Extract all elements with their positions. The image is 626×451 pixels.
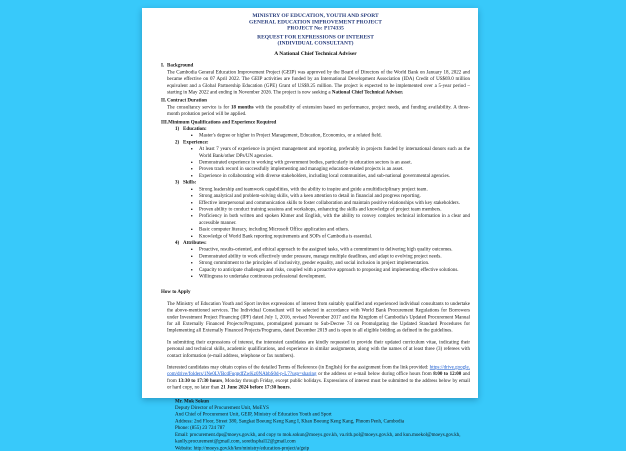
contact-role-1: Deputy Director of Procurement Unit, MoEYS [175, 405, 269, 411]
list-item: • Strong analytical and problem-solving skills, with a keen attention to detail in financial and progress reporting. [197, 193, 470, 200]
list-item: • Master's degree or higher in Project Management, Education, Economics, or a related field. [197, 132, 470, 139]
p3-text-end: . [289, 384, 291, 391]
consultant-type: (INDIVIDUAL CONSULTANT) [277, 40, 354, 47]
list-item: • Demonstrated experience in working with government bodies, particularly in education sectors is an asset. [197, 159, 470, 166]
group-title: Education: [183, 126, 207, 132]
section-heading [161, 62, 470, 69]
section-title: Background [167, 62, 194, 69]
skills-list [190, 186, 470, 240]
list-item: • Knowledge of World Bank reporting requirements and SOPs of Cambodia is essential. [197, 233, 470, 240]
p3-text-mid3: , Monday through Friday, except public holidays. Expressions of interest must be submitted to the address below by email or hard copy, no later than [167, 377, 470, 391]
section-number: I. [161, 62, 165, 69]
submission-deadline: 21 June 2024 before 17:30 hours [220, 384, 290, 391]
contract-text-post: with the possibility of extension based on performance, project needs, and funding availability. A three-month probation period will be applied. [167, 104, 470, 117]
project-name: GENERAL EDUCATION IMPROVEMENT PROJECT [249, 18, 382, 25]
ministry-name: MINISTRY OF EDUCATION, YOUTH AND SPORT [252, 12, 379, 19]
contract-paragraph [167, 104, 470, 117]
list-item: • At least 7 years of experience in project management and reporting, preferably in projects funded by international donors such as the World Bank/other DPs/UN agencies. [197, 146, 470, 159]
list-item: • Proven ability to conduct training sessions and workshops, enhancing the skills and knowledge of project team members. [197, 206, 470, 213]
group-experience [175, 139, 470, 146]
contact-website: Website: http://moeys.gov.kh/km/ministry/education-project/a/geip [175, 445, 310, 451]
p3-text-mid2: and from [167, 371, 470, 384]
group-title: Experience: [183, 139, 209, 145]
section-contract-duration [161, 97, 470, 117]
background-paragraph [167, 69, 470, 96]
list-item: • Proven track record in successfully implementing and managing education-related projects is an asset. [197, 166, 470, 173]
group-label: 3) [175, 179, 180, 186]
contact-block [175, 398, 470, 451]
request-title: REQUEST FOR EXPRESSIONS OF INTEREST [257, 33, 374, 40]
group-title: Attributes: [183, 239, 207, 246]
how-to-apply-paragraph-3 [167, 364, 470, 391]
document-header [161, 13, 470, 47]
how-to-apply-paragraph-1: The Ministry of Education Youth and Sport invites expressions of interest from suitably qualified and experienced individual consultants to undertake the above-mentioned services. The Individual Consultant will be selected in accordance with World Bank Procurement Regulations for Borrowers under Investment Project Financing (IPF) dated July 1, 2016, revised November 2017 and the Kingdom of Cambodia's Updated Procurement Manual for all Externally Financed Projects/Programs, promulgated pursuant to Sub-Decree 74 on Promulgating the Updated Standard Procedures for Implementing all Externally Financed Projects/Programs, dated December 2019 and is open to all eligible bidding as defined in the guidelines. [167, 300, 470, 334]
list-item: • Basic computer literacy, including Microsoft Office application and others. [197, 226, 470, 233]
experience-list [190, 146, 470, 180]
list-item: • Strong commitment to the principles of inclusivity, gender equality, and social inclusion in project implementation. [197, 260, 470, 267]
group-title: Skills: [183, 179, 197, 186]
contact-role-2: And Chief of Procurement Unit, GEIP, Ministry of Education Youth and Sport [175, 411, 332, 418]
contact-address: Address: 2nd Floor, Street 380, Sangkat Boeung Keng Kang I, Khan Boeung Keng Kang, Phnom Penh, Cambodia [175, 418, 405, 424]
list-item: • Effective interpersonal and communication skills to foster collaboration and maintain positive relationships with key stakeholders. [197, 199, 470, 206]
group-attributes [175, 239, 470, 246]
document-content [142, 8, 478, 451]
office-hours-morning: 8:00 to 12:00 [433, 371, 462, 377]
contact-name: Mr. Mok Sokun [175, 398, 209, 404]
project-number: PROJECT No: P174335 [287, 25, 344, 32]
position-title: A National Chief Technical Adviser [274, 50, 357, 57]
education-list [190, 132, 470, 139]
section-title: Minimum Qualifications and Experience Required [168, 119, 277, 125]
attributes-list [190, 246, 470, 280]
list-item: • Proactive, results-oriented, and ethical approach to the assigned tasks, with a commitment to delivering high quality outcomes. [197, 246, 470, 253]
group-label: 1) [175, 126, 180, 132]
contract-text-pre: The consultancy service is for [167, 104, 231, 110]
p3-text-pre: Interested candidates may obtain copies of the detailed Terms of Reference (in English) for the assignment from the link provided: [167, 364, 430, 371]
group-education [175, 126, 470, 133]
office-hours-afternoon: 13:30 to 17:30 hours [178, 377, 223, 384]
contract-bold: 18 months [230, 104, 254, 110]
background-text: The Cambodia General Education Improvement Project (GEIP) was approved by the Board of Directors of the World Bank on January 18, 2022 and became effective on 07 April 2022. The GEIP activities are funded by an International Development Association (IDA) Credit of US$69.0 million equivalent and a Global Partnership Education (GPE) Grant of US$9.25 million. The project is expected to be implemented over a 5-year period – starting in May 2022 and ending in November 2026. The project is now seeking a [167, 69, 470, 95]
list-item: • Proficiency in both written and spoken Khmer and English, with the ability to convey complex technical information in a clear and accessible manner. [197, 213, 470, 226]
section-heading [161, 97, 470, 104]
contact-phone: Phone: (855) 23 724 787 [175, 425, 225, 431]
contact-email: Email: procurement.dps@moeys.gov.kh, and copy to mok.sokun@moeys.gov.kh, va.rith.pol@moeys.gov.kh, and kun.moekol@moeys.gov.kh, kanlly.procurement@gmail.com, sorethsphal12@gmail.com [175, 431, 461, 445]
section-heading [161, 119, 470, 126]
list-item: • Demonstrated ability to work effectively under pressure, manage multiple deadlines, and adapt to evolving project needs. [197, 253, 470, 260]
section-number: III. [161, 119, 169, 125]
list-item: • Experience in collaborating with diverse stakeholders, including local communities, and sub-national governmental agencies. [197, 172, 470, 179]
section-qualifications [161, 119, 470, 280]
list-item: • Willingness to undertake continuous professional development. [197, 273, 470, 280]
how-to-apply-heading: How to Apply [161, 289, 191, 295]
list-item: • Capacity to anticipate challenges and risks, coupled with a proactive approach to proposing and implementing effective solutions. [197, 266, 470, 273]
how-to-apply-paragraph-2: In submitting their expressions of interest, the interested candidates are kindly requested to provide their updated curriculum vitae, indicating their personal and technical skills, academic qualifications, and experience in similar assignments, along with the names of at least three (3) referees with contact information (e-mail address, telephone or fax numbers). [167, 339, 470, 359]
p3-text-mid1: or the address or e-mail below during office hours from [316, 371, 434, 377]
group-label: 4) [175, 239, 180, 246]
background-bold-tail: National Chief Technical Adviser. [331, 89, 404, 95]
document-page [142, 8, 478, 451]
group-label: 2) [175, 139, 180, 145]
list-item: • Strong leadership and teamwork capabilities, with the ability to inspire and guide a multidisciplinary project team. [197, 186, 470, 193]
terms-of-reference-link[interactable]: https://drive.google.com/drive/folders/1Ne0LVBcdFuqpdfZwKz0NAbbS0d-p-L7?usp=sharing [167, 364, 470, 377]
group-skills [175, 179, 470, 186]
section-background [161, 62, 470, 96]
section-title: Contract Duration [167, 97, 207, 104]
section-number: II. [161, 97, 167, 104]
